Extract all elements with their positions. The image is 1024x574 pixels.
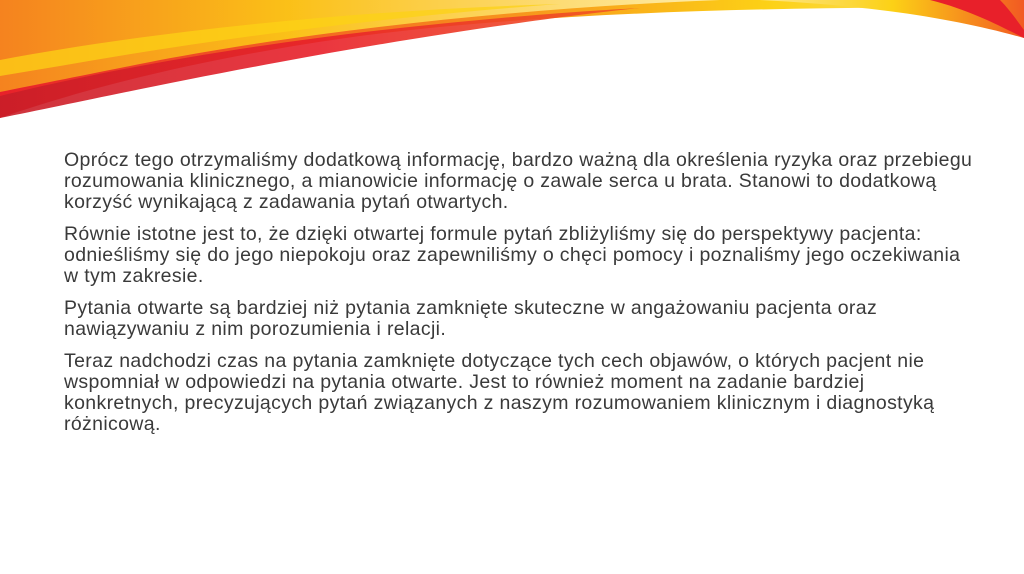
slide-body xyxy=(64,150,976,446)
paragraph-2: Równie istotne jest to, że dzięki otwartej formule pytań zbliżyliśmy się do perspektywy pacjenta: odnieśliśmy się do jego niepokoju oraz zapewniliśmy o chęci pomocy i poznaliśmy jego oczekiwania w tym zakresie. xyxy=(64,223,961,287)
paragraph-4: Teraz nadchodzi czas na pytania zamknięte dotyczące tych cech objawów, o których pacjent nie wspomniał w odpowiedzi na pytania otwarte. Jest to również moment na zadanie bardziej konkretnych, precyzujących pytań związanych z naszym rozumowaniem klinicznym i diagnostyką różnicową. xyxy=(64,350,935,435)
decorative-wave-banner xyxy=(0,0,1024,130)
paragraph-3: Pytania otwarte są bardziej niż pytania zamknięte skuteczne w angażowaniu pacjenta oraz nawiązywaniu z nim porozumienia i relacji. xyxy=(64,297,878,340)
paragraph-1: Oprócz tego otrzymaliśmy dodatkową informację, bardzo ważną dla określenia ryzyka oraz przebiegu rozumowania klinicznego, a mianowicie informację o zawale serca u brata. Stanowi to dodatkową korzyść wynikającą z zadawania pytań otwartych. xyxy=(64,149,973,213)
